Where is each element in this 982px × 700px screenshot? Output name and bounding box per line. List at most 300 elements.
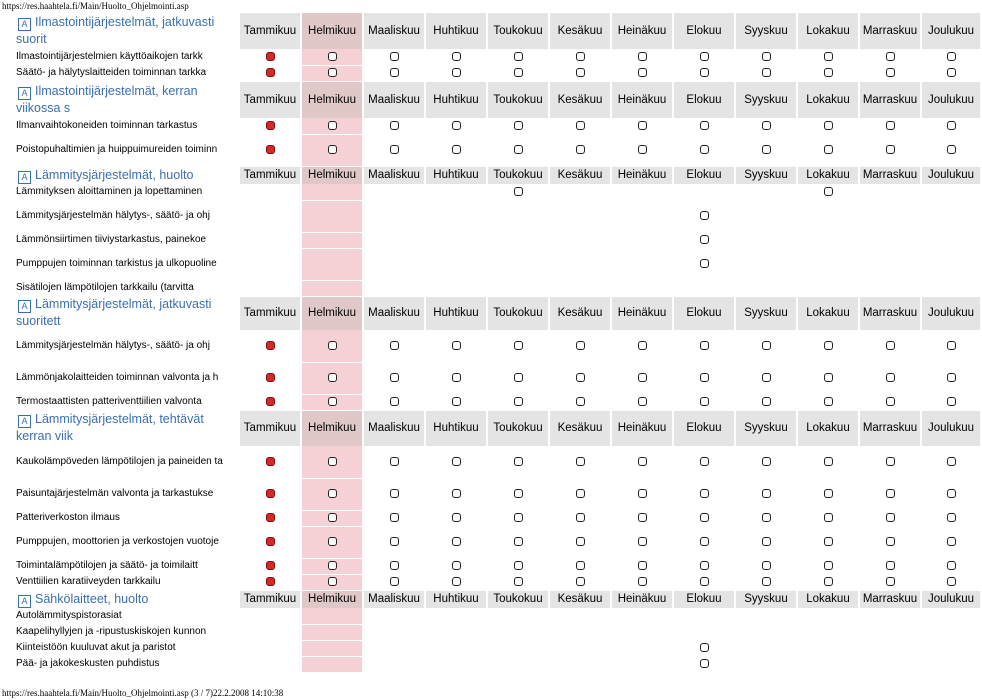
schedule-cell[interactable] [673,134,735,166]
open-marker-icon[interactable] [514,373,523,382]
open-marker-icon[interactable] [700,489,709,498]
schedule-cell[interactable] [301,49,363,65]
open-marker-icon[interactable] [390,489,399,498]
open-marker-icon[interactable] [700,373,709,382]
schedule-cell[interactable] [859,510,921,526]
schedule-cell[interactable] [487,558,549,574]
open-marker-icon[interactable] [514,577,523,586]
schedule-cell[interactable] [735,362,797,394]
open-marker-icon[interactable] [824,513,833,522]
schedule-cell[interactable] [363,446,425,478]
open-marker-icon[interactable] [700,259,709,268]
schedule-cell[interactable] [921,526,981,558]
schedule-cell[interactable] [921,49,981,65]
open-marker-icon[interactable] [452,373,461,382]
open-marker-icon[interactable] [762,561,771,570]
open-marker-icon[interactable] [700,513,709,522]
schedule-cell[interactable] [859,65,921,81]
open-marker-icon[interactable] [824,489,833,498]
schedule-cell[interactable] [673,49,735,65]
scheduled-marker-icon[interactable] [266,561,275,570]
open-marker-icon[interactable] [390,341,399,350]
open-marker-icon[interactable] [947,561,956,570]
schedule-cell[interactable] [859,446,921,478]
section-expand-icon[interactable]: A [18,87,31,100]
schedule-cell[interactable] [549,118,611,134]
schedule-cell[interactable] [363,574,425,590]
open-marker-icon[interactable] [886,68,895,77]
schedule-cell[interactable] [921,65,981,81]
schedule-cell[interactable] [549,49,611,65]
open-marker-icon[interactable] [514,187,523,196]
open-marker-icon[interactable] [886,121,895,130]
open-marker-icon[interactable] [762,52,771,61]
schedule-cell[interactable] [735,49,797,65]
open-marker-icon[interactable] [886,341,895,350]
open-marker-icon[interactable] [824,561,833,570]
schedule-cell[interactable] [363,118,425,134]
open-marker-icon[interactable] [452,341,461,350]
schedule-cell[interactable] [673,65,735,81]
schedule-cell[interactable] [797,394,859,410]
section-title[interactable] [16,13,239,49]
schedule-cell[interactable] [735,558,797,574]
section-title[interactable] [16,166,239,184]
schedule-cell[interactable] [611,526,673,558]
open-marker-icon[interactable] [328,145,337,154]
open-marker-icon[interactable] [576,52,585,61]
open-marker-icon[interactable] [638,561,647,570]
section-title[interactable] [16,590,239,608]
open-marker-icon[interactable] [824,52,833,61]
schedule-cell[interactable] [859,574,921,590]
schedule-cell[interactable] [425,330,487,362]
schedule-cell[interactable] [921,134,981,166]
open-marker-icon[interactable] [328,577,337,586]
schedule-cell[interactable] [921,118,981,134]
open-marker-icon[interactable] [638,489,647,498]
open-marker-icon[interactable] [947,373,956,382]
schedule-cell[interactable] [239,330,301,362]
open-marker-icon[interactable] [700,457,709,466]
open-marker-icon[interactable] [762,145,771,154]
schedule-cell[interactable] [859,330,921,362]
open-marker-icon[interactable] [452,457,461,466]
schedule-cell[interactable] [797,134,859,166]
open-marker-icon[interactable] [947,68,956,77]
section-expand-icon[interactable]: A [18,300,31,313]
schedule-cell[interactable] [611,118,673,134]
open-marker-icon[interactable] [328,513,337,522]
open-marker-icon[interactable] [762,457,771,466]
open-marker-icon[interactable] [576,145,585,154]
schedule-cell[interactable] [549,134,611,166]
schedule-cell[interactable] [239,49,301,65]
open-marker-icon[interactable] [700,659,709,668]
schedule-cell[interactable] [549,574,611,590]
schedule-cell[interactable] [301,558,363,574]
open-marker-icon[interactable] [452,577,461,586]
open-marker-icon[interactable] [700,341,709,350]
schedule-cell[interactable] [673,640,735,656]
schedule-cell[interactable] [363,478,425,510]
schedule-cell[interactable] [797,49,859,65]
scheduled-marker-icon[interactable] [266,577,275,586]
schedule-cell[interactable] [735,446,797,478]
open-marker-icon[interactable] [886,537,895,546]
scheduled-marker-icon[interactable] [266,537,275,546]
schedule-cell[interactable] [363,526,425,558]
open-marker-icon[interactable] [514,397,523,406]
schedule-cell[interactable] [425,510,487,526]
open-marker-icon[interactable] [452,513,461,522]
open-marker-icon[interactable] [390,457,399,466]
schedule-cell[interactable] [487,446,549,478]
open-marker-icon[interactable] [700,577,709,586]
schedule-cell[interactable] [425,558,487,574]
open-marker-icon[interactable] [638,145,647,154]
open-marker-icon[interactable] [762,397,771,406]
schedule-cell[interactable] [301,394,363,410]
schedule-cell[interactable] [363,394,425,410]
schedule-cell[interactable] [363,49,425,65]
schedule-cell[interactable] [797,526,859,558]
open-marker-icon[interactable] [514,52,523,61]
open-marker-icon[interactable] [576,121,585,130]
schedule-cell[interactable] [611,134,673,166]
schedule-cell[interactable] [859,134,921,166]
schedule-cell[interactable] [921,330,981,362]
schedule-cell[interactable] [797,184,859,200]
open-marker-icon[interactable] [328,121,337,130]
open-marker-icon[interactable] [947,52,956,61]
open-marker-icon[interactable] [700,145,709,154]
open-marker-icon[interactable] [638,373,647,382]
scheduled-marker-icon[interactable] [266,341,275,350]
open-marker-icon[interactable] [700,537,709,546]
open-marker-icon[interactable] [762,341,771,350]
schedule-cell[interactable] [239,446,301,478]
open-marker-icon[interactable] [824,145,833,154]
schedule-cell[interactable] [611,330,673,362]
scheduled-marker-icon[interactable] [266,121,275,130]
schedule-cell[interactable] [239,478,301,510]
schedule-cell[interactable] [611,446,673,478]
open-marker-icon[interactable] [947,121,956,130]
schedule-cell[interactable] [301,510,363,526]
schedule-cell[interactable] [673,526,735,558]
open-marker-icon[interactable] [328,341,337,350]
section-expand-icon[interactable]: A [18,415,31,428]
schedule-cell[interactable] [487,184,549,200]
open-marker-icon[interactable] [762,577,771,586]
open-marker-icon[interactable] [514,513,523,522]
section-expand-icon[interactable]: A [18,18,31,31]
open-marker-icon[interactable] [390,121,399,130]
open-marker-icon[interactable] [700,561,709,570]
schedule-cell[interactable] [549,510,611,526]
schedule-cell[interactable] [797,330,859,362]
open-marker-icon[interactable] [824,341,833,350]
schedule-cell[interactable] [239,362,301,394]
schedule-cell[interactable] [797,362,859,394]
schedule-cell[interactable] [487,510,549,526]
schedule-cell[interactable] [425,134,487,166]
schedule-cell[interactable] [301,118,363,134]
schedule-cell[interactable] [735,574,797,590]
schedule-cell[interactable] [859,49,921,65]
schedule-cell[interactable] [239,118,301,134]
schedule-cell[interactable] [921,574,981,590]
open-marker-icon[interactable] [390,577,399,586]
schedule-cell[interactable] [487,526,549,558]
schedule-cell[interactable] [673,362,735,394]
schedule-cell[interactable] [549,558,611,574]
schedule-cell[interactable] [363,558,425,574]
open-marker-icon[interactable] [328,537,337,546]
schedule-cell[interactable] [797,510,859,526]
open-marker-icon[interactable] [700,397,709,406]
schedule-cell[interactable] [425,574,487,590]
open-marker-icon[interactable] [886,52,895,61]
schedule-cell[interactable] [487,49,549,65]
open-marker-icon[interactable] [824,577,833,586]
open-marker-icon[interactable] [390,373,399,382]
schedule-cell[interactable] [611,558,673,574]
open-marker-icon[interactable] [886,561,895,570]
schedule-cell[interactable] [363,134,425,166]
section-expand-icon[interactable]: A [18,595,31,608]
open-marker-icon[interactable] [576,537,585,546]
open-marker-icon[interactable] [514,121,523,130]
open-marker-icon[interactable] [947,457,956,466]
schedule-cell[interactable] [549,65,611,81]
schedule-cell[interactable] [487,394,549,410]
open-marker-icon[interactable] [638,537,647,546]
open-marker-icon[interactable] [576,341,585,350]
open-marker-icon[interactable] [638,513,647,522]
open-marker-icon[interactable] [452,68,461,77]
open-marker-icon[interactable] [514,68,523,77]
open-marker-icon[interactable] [824,457,833,466]
schedule-cell[interactable] [425,526,487,558]
schedule-cell[interactable] [673,394,735,410]
schedule-cell[interactable] [301,330,363,362]
open-marker-icon[interactable] [824,537,833,546]
schedule-cell[interactable] [921,558,981,574]
open-marker-icon[interactable] [576,373,585,382]
schedule-cell[interactable] [487,330,549,362]
schedule-cell[interactable] [301,574,363,590]
open-marker-icon[interactable] [390,397,399,406]
schedule-cell[interactable] [549,394,611,410]
open-marker-icon[interactable] [638,341,647,350]
open-marker-icon[interactable] [700,121,709,130]
open-marker-icon[interactable] [328,489,337,498]
open-marker-icon[interactable] [824,397,833,406]
schedule-cell[interactable] [859,362,921,394]
schedule-cell[interactable] [797,118,859,134]
schedule-cell[interactable] [425,394,487,410]
scheduled-marker-icon[interactable] [266,489,275,498]
schedule-cell[interactable] [735,526,797,558]
open-marker-icon[interactable] [947,577,956,586]
open-marker-icon[interactable] [576,561,585,570]
schedule-cell[interactable] [301,526,363,558]
open-marker-icon[interactable] [824,121,833,130]
schedule-cell[interactable] [673,446,735,478]
schedule-cell[interactable] [549,330,611,362]
schedule-cell[interactable] [425,49,487,65]
open-marker-icon[interactable] [886,513,895,522]
open-marker-icon[interactable] [886,397,895,406]
schedule-cell[interactable] [363,65,425,81]
open-marker-icon[interactable] [576,397,585,406]
open-marker-icon[interactable] [762,537,771,546]
schedule-cell[interactable] [549,478,611,510]
schedule-cell[interactable] [611,478,673,510]
schedule-cell[interactable] [859,478,921,510]
schedule-cell[interactable] [363,330,425,362]
open-marker-icon[interactable] [576,68,585,77]
scheduled-marker-icon[interactable] [266,513,275,522]
scheduled-marker-icon[interactable] [266,457,275,466]
schedule-cell[interactable] [549,362,611,394]
schedule-cell[interactable] [859,394,921,410]
open-marker-icon[interactable] [390,537,399,546]
open-marker-icon[interactable] [328,68,337,77]
open-marker-icon[interactable] [328,397,337,406]
schedule-cell[interactable] [735,65,797,81]
open-marker-icon[interactable] [638,52,647,61]
schedule-cell[interactable] [425,362,487,394]
open-marker-icon[interactable] [947,489,956,498]
schedule-cell[interactable] [487,574,549,590]
open-marker-icon[interactable] [638,457,647,466]
open-marker-icon[interactable] [762,68,771,77]
schedule-cell[interactable] [859,118,921,134]
schedule-cell[interactable] [673,232,735,248]
schedule-cell[interactable] [611,510,673,526]
schedule-cell[interactable] [735,134,797,166]
schedule-cell[interactable] [735,330,797,362]
schedule-cell[interactable] [239,526,301,558]
open-marker-icon[interactable] [638,121,647,130]
open-marker-icon[interactable] [700,235,709,244]
schedule-cell[interactable] [363,510,425,526]
schedule-cell[interactable] [921,394,981,410]
schedule-cell[interactable] [487,134,549,166]
open-marker-icon[interactable] [390,52,399,61]
schedule-cell[interactable] [301,446,363,478]
schedule-cell[interactable] [673,574,735,590]
schedule-cell[interactable] [735,478,797,510]
open-marker-icon[interactable] [328,561,337,570]
open-marker-icon[interactable] [762,121,771,130]
schedule-cell[interactable] [239,558,301,574]
schedule-cell[interactable] [301,478,363,510]
schedule-cell[interactable] [859,558,921,574]
open-marker-icon[interactable] [514,341,523,350]
open-marker-icon[interactable] [947,537,956,546]
open-marker-icon[interactable] [328,457,337,466]
section-expand-icon[interactable]: A [18,171,31,184]
schedule-cell[interactable] [797,558,859,574]
schedule-cell[interactable] [549,526,611,558]
schedule-cell[interactable] [611,65,673,81]
schedule-cell[interactable] [673,558,735,574]
section-title[interactable] [16,296,239,330]
schedule-cell[interactable] [611,362,673,394]
open-marker-icon[interactable] [947,397,956,406]
schedule-cell[interactable] [921,478,981,510]
open-marker-icon[interactable] [576,577,585,586]
schedule-cell[interactable] [239,510,301,526]
open-marker-icon[interactable] [700,68,709,77]
schedule-cell[interactable] [611,49,673,65]
open-marker-icon[interactable] [886,373,895,382]
schedule-cell[interactable] [425,65,487,81]
open-marker-icon[interactable] [452,561,461,570]
schedule-cell[interactable] [487,362,549,394]
schedule-cell[interactable] [673,200,735,232]
schedule-cell[interactable] [673,118,735,134]
schedule-cell[interactable] [425,446,487,478]
schedule-cell[interactable] [797,446,859,478]
schedule-cell[interactable] [239,574,301,590]
open-marker-icon[interactable] [452,489,461,498]
open-marker-icon[interactable] [638,68,647,77]
open-marker-icon[interactable] [576,457,585,466]
scheduled-marker-icon[interactable] [266,397,275,406]
schedule-cell[interactable] [301,362,363,394]
schedule-cell[interactable] [673,656,735,672]
schedule-cell[interactable] [425,118,487,134]
open-marker-icon[interactable] [576,513,585,522]
open-marker-icon[interactable] [328,373,337,382]
section-title[interactable] [16,81,239,118]
open-marker-icon[interactable] [762,513,771,522]
open-marker-icon[interactable] [762,489,771,498]
open-marker-icon[interactable] [762,373,771,382]
open-marker-icon[interactable] [390,513,399,522]
open-marker-icon[interactable] [824,68,833,77]
open-marker-icon[interactable] [700,52,709,61]
schedule-cell[interactable] [735,394,797,410]
schedule-cell[interactable] [363,362,425,394]
schedule-cell[interactable] [797,574,859,590]
scheduled-marker-icon[interactable] [266,145,275,154]
open-marker-icon[interactable] [514,457,523,466]
schedule-cell[interactable] [239,65,301,81]
schedule-cell[interactable] [921,446,981,478]
schedule-cell[interactable] [487,118,549,134]
open-marker-icon[interactable] [514,537,523,546]
schedule-cell[interactable] [611,394,673,410]
schedule-cell[interactable] [239,394,301,410]
schedule-cell[interactable] [549,446,611,478]
schedule-cell[interactable] [673,478,735,510]
open-marker-icon[interactable] [824,373,833,382]
open-marker-icon[interactable] [452,537,461,546]
schedule-cell[interactable] [735,510,797,526]
schedule-cell[interactable] [487,478,549,510]
open-marker-icon[interactable] [390,561,399,570]
open-marker-icon[interactable] [452,121,461,130]
open-marker-icon[interactable] [452,145,461,154]
scheduled-marker-icon[interactable] [266,68,275,77]
open-marker-icon[interactable] [576,489,585,498]
